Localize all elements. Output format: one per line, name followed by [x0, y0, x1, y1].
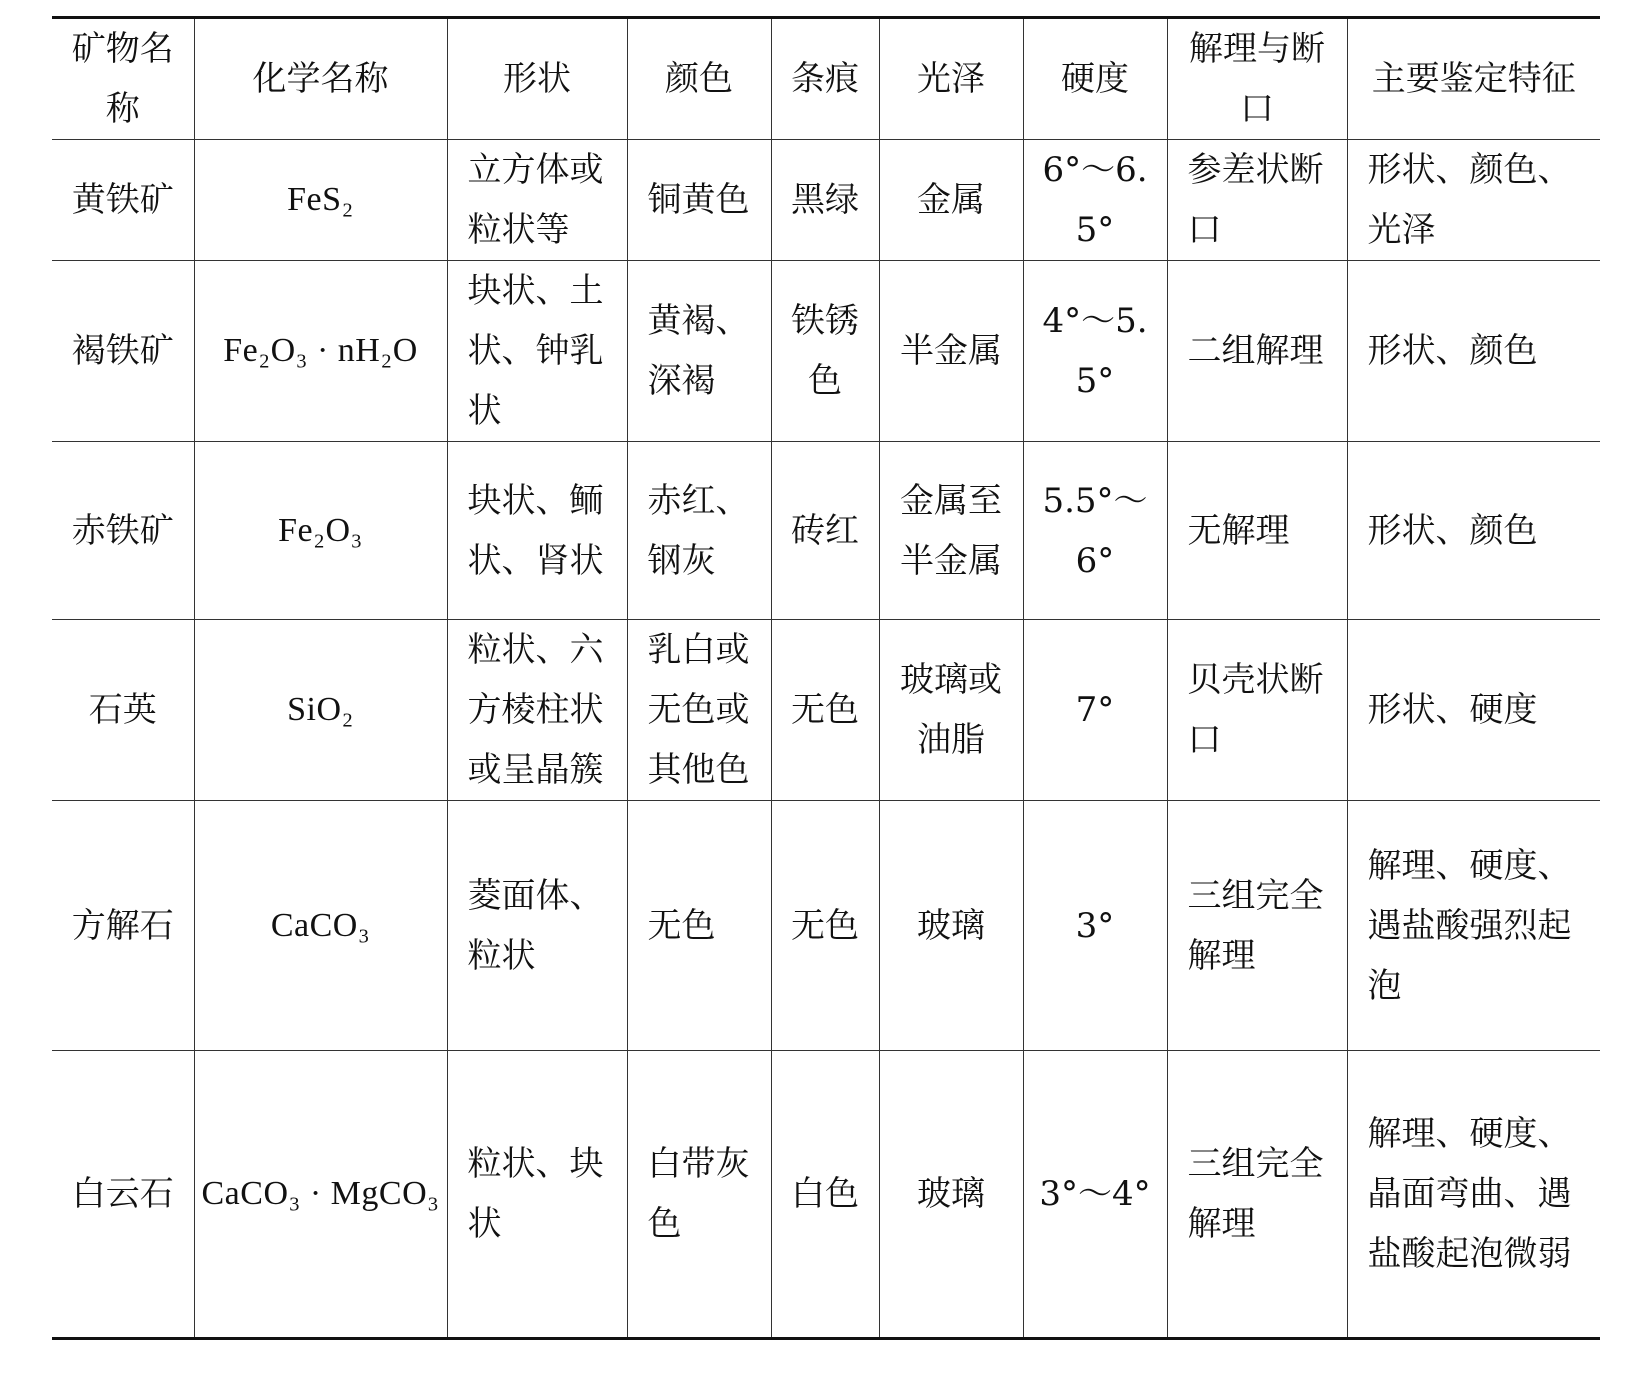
mineral-name-cell: 褐铁矿 [52, 261, 194, 442]
chemical-name-cell: SiO₂ [194, 620, 447, 801]
header-chemical-name: 化学名称 [194, 18, 447, 140]
main-features-cell: 形状、颜色、光泽 [1347, 140, 1600, 261]
chemical-name-cell: Fe₂O₃ · nH₂O [194, 261, 447, 442]
main-features-cell: 解理、硬度、遇盐酸强烈起泡 [1347, 801, 1600, 1051]
luster-cell: 金属 [879, 140, 1023, 261]
streak-cell: 白色 [771, 1051, 879, 1339]
color-cell: 无色 [627, 801, 771, 1051]
streak-cell: 黑绿 [771, 140, 879, 261]
table-row [52, 140, 1600, 261]
header-main-features: 主要鉴定特征 [1347, 18, 1600, 140]
luster-cell: 玻璃或油脂 [879, 620, 1023, 801]
header-cleavage-fracture: 解理与断口 [1167, 18, 1347, 140]
mineral-name-cell: 方解石 [52, 801, 194, 1051]
hardness-cell: 7° [1023, 620, 1167, 801]
color-cell: 铜黄色 [627, 140, 771, 261]
hardness-cell: 6°～6.5° [1023, 140, 1167, 261]
table-row [52, 620, 1600, 801]
color-cell: 黄褐、深褐 [627, 261, 771, 442]
main-features-cell: 解理、硬度、晶面弯曲、遇盐酸起泡微弱 [1347, 1051, 1600, 1339]
cleavage-fracture-cell: 无解理 [1167, 442, 1347, 620]
hardness-cell: 3° [1023, 801, 1167, 1051]
cleavage-fracture-cell: 参差状断口 [1167, 140, 1347, 261]
color-cell: 白带灰色 [627, 1051, 771, 1339]
header-row [52, 18, 1600, 140]
shape-cell: 粒状、六方棱柱状或呈晶簇 [447, 620, 627, 801]
header-luster: 光泽 [879, 18, 1023, 140]
mineral-name-cell: 黄铁矿 [52, 140, 194, 261]
table-row [52, 442, 1600, 620]
mineral-name-cell: 白云石 [52, 1051, 194, 1339]
header-streak: 条痕 [771, 18, 879, 140]
shape-cell: 块状、鲕状、肾状 [447, 442, 627, 620]
mineral-properties-table [52, 16, 1600, 1340]
table-row [52, 261, 1600, 442]
mineral-name-cell: 石英 [52, 620, 194, 801]
header-color: 颜色 [627, 18, 771, 140]
streak-cell: 无色 [771, 620, 879, 801]
chemical-name-cell: FeS₂ [194, 140, 447, 261]
hardness-cell: 3°～4° [1023, 1051, 1167, 1339]
header-mineral-name: 矿物名称 [52, 18, 194, 140]
cleavage-fracture-cell: 二组解理 [1167, 261, 1347, 442]
main-features-cell: 形状、颜色 [1347, 442, 1600, 620]
shape-cell: 立方体或粒状等 [447, 140, 627, 261]
cleavage-fracture-cell: 贝壳状断口 [1167, 620, 1347, 801]
color-cell: 赤红、钢灰 [627, 442, 771, 620]
table-row [52, 1051, 1600, 1339]
cleavage-fracture-cell: 三组完全解理 [1167, 1051, 1347, 1339]
streak-cell: 铁锈色 [771, 261, 879, 442]
header-hardness: 硬度 [1023, 18, 1167, 140]
table-row [52, 801, 1600, 1051]
chemical-name-cell: CaCO₃ · MgCO₃ [194, 1051, 447, 1339]
luster-cell: 半金属 [879, 261, 1023, 442]
main-features-cell: 形状、颜色 [1347, 261, 1600, 442]
luster-cell: 玻璃 [879, 1051, 1023, 1339]
luster-cell: 玻璃 [879, 801, 1023, 1051]
mineral-name-cell: 赤铁矿 [52, 442, 194, 620]
shape-cell: 菱面体、粒状 [447, 801, 627, 1051]
header-shape: 形状 [447, 18, 627, 140]
chemical-name-cell: CaCO₃ [194, 801, 447, 1051]
cleavage-fracture-cell: 三组完全解理 [1167, 801, 1347, 1051]
streak-cell: 砖红 [771, 442, 879, 620]
shape-cell: 粒状、块状 [447, 1051, 627, 1339]
hardness-cell: 4°～5.5° [1023, 261, 1167, 442]
streak-cell: 无色 [771, 801, 879, 1051]
hardness-cell: 5.5°～6° [1023, 442, 1167, 620]
shape-cell: 块状、土状、钟乳状 [447, 261, 627, 442]
color-cell: 乳白或无色或其他色 [627, 620, 771, 801]
chemical-name-cell: Fe₂O₃ [194, 442, 447, 620]
luster-cell: 金属至半金属 [879, 442, 1023, 620]
main-features-cell: 形状、硬度 [1347, 620, 1600, 801]
